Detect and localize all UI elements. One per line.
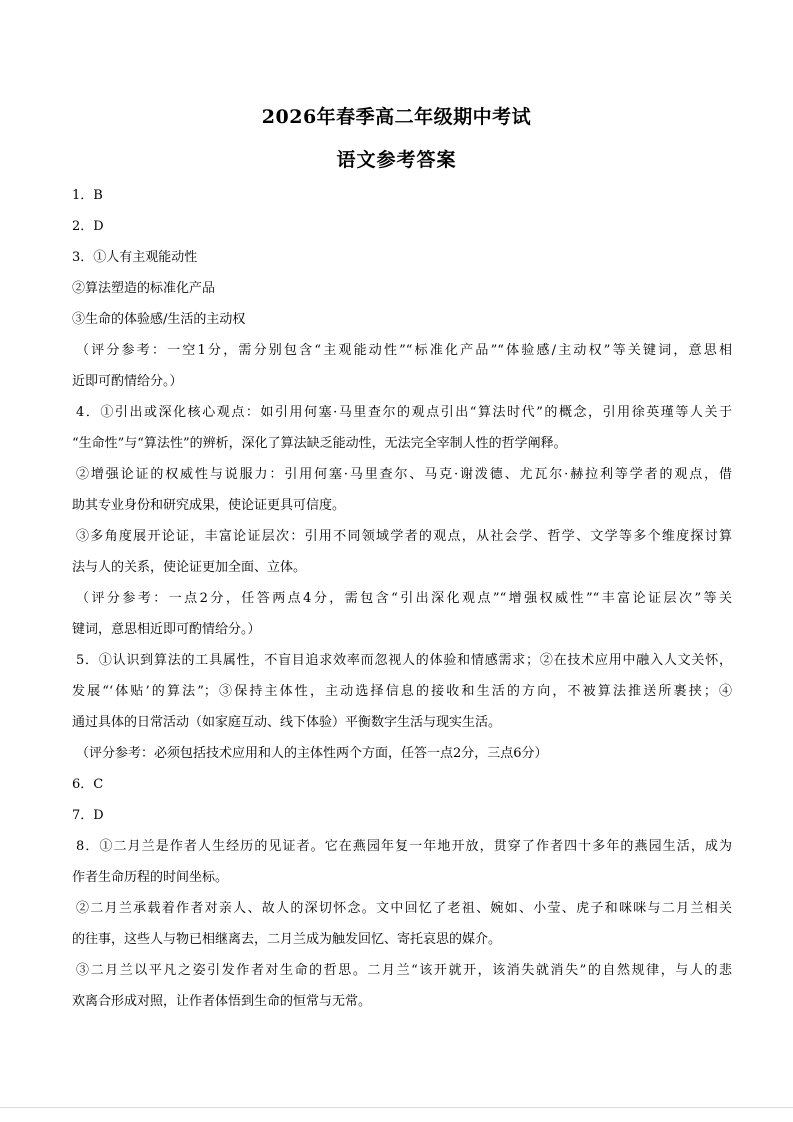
answer-6: 6．C	[72, 777, 104, 792]
answer-4-line-5: ③多角度展开论证，丰富论证层次：引用不同领域学者的观点，从社会学、哲学、文学等多个维度探讨算	[76, 529, 732, 544]
answer-4-line-1: 4．①引出或深化核心观点：如引用何塞·马里查尔的观点引出“算法时代”的概念，引用徐英瑾等人关于	[76, 405, 732, 420]
answer-8-line-6: 欢离合形成对照，让作者体悟到生命的恒常与无常。	[72, 994, 372, 1009]
answer-4-line-4: 助其专业身份和研究成果，使论证更具可信度。	[72, 498, 346, 513]
answer-8-line-1: 8．①二月兰是作者人生经历的见证者。它在燕园年复一年地开放，贯穿了作者四十多年的燕园生活，成为	[76, 839, 732, 854]
exam-title: 2026年春季高二年级期中考试	[261, 106, 532, 128]
answer-4-line-3: ②增强论证的权威性与说服力：引用何塞·马里查尔、马克·谢泼德、尤瓦尔·赫拉利等学者的观点，借	[76, 467, 732, 482]
answer-7: 7．D	[72, 808, 104, 823]
answer-4-line-2: “生命性”与“算法性”的辨析，深化了算法缺乏能动性，无法完全宰制人性的哲学阐释。	[72, 436, 567, 451]
footer-divider	[0, 1107, 793, 1108]
answer-8-line-3: ②二月兰承载着作者对亲人、故人的深切怀念。文中回忆了老祖、婉如、小莹、虎子和咪咪与二月兰相关	[76, 901, 732, 916]
answer-5-line-1: 5．①认识到算法的工具属性，不盲目追求效率而忽视人的体验和情感需求；②在技术应用中融入人文关怀，	[76, 653, 732, 668]
answer-5-line-2: 发展“‘体贴’的算法”；③保持主体性，主动选择信息的接收和生活的方向，不被算法推送所裹挟；④	[72, 684, 732, 699]
answer-5-line-3: 通过具体的日常活动（如家庭互动、线下体验）平衡数字生活与现实生活。	[72, 715, 502, 730]
answer-5-scoring-note: （评分参考：必须包括技术应用和人的主体性两个方面，任答一点2分，三点6分）	[76, 746, 548, 761]
answer-3-line-3: ③生命的体验感/生活的主动权	[72, 312, 246, 327]
answer-3-scoring-note-2: 近即可酌情给分。）	[72, 374, 183, 389]
answer-body	[72, 180, 732, 1017]
answer-4-scoring-note-1: （评分参考：一点2分，任答两点4分，需包含“引出深化观点”“增强权威性”“丰富论证层次”等关	[76, 591, 732, 606]
answer-8-line-4: 的往事，这些人与物已相继离去，二月兰成为触发回忆、寄托哀思的媒介。	[72, 932, 502, 947]
answer-4-line-6: 法与人的关系，使论证更加全面、立体。	[72, 560, 307, 575]
answer-8-line-2: 作者生命历程的时间坐标。	[72, 870, 229, 885]
answer-1: 1．B	[72, 188, 103, 203]
answer-key-title: 语文参考答案	[336, 149, 457, 171]
answer-3-line-1: 3．①人有主观能动性	[72, 250, 198, 265]
answer-3-scoring-note-1: （评分参考：一空1分，需分别包含“主观能动性”“标准化产品”“体验感/主动权”等关键词，意思相	[76, 343, 732, 358]
answer-8-line-5: ③二月兰以平凡之姿引发作者对生命的哲思。二月兰“该开就开，该消失就消失”的自然规律，与人的悲	[76, 963, 732, 978]
answer-2: 2．D	[72, 219, 104, 234]
answer-4-scoring-note-2: 键词，意思相近即可酌情给分。）	[72, 622, 261, 637]
answer-3-line-2: ②算法塑造的标准化产品	[72, 281, 216, 296]
